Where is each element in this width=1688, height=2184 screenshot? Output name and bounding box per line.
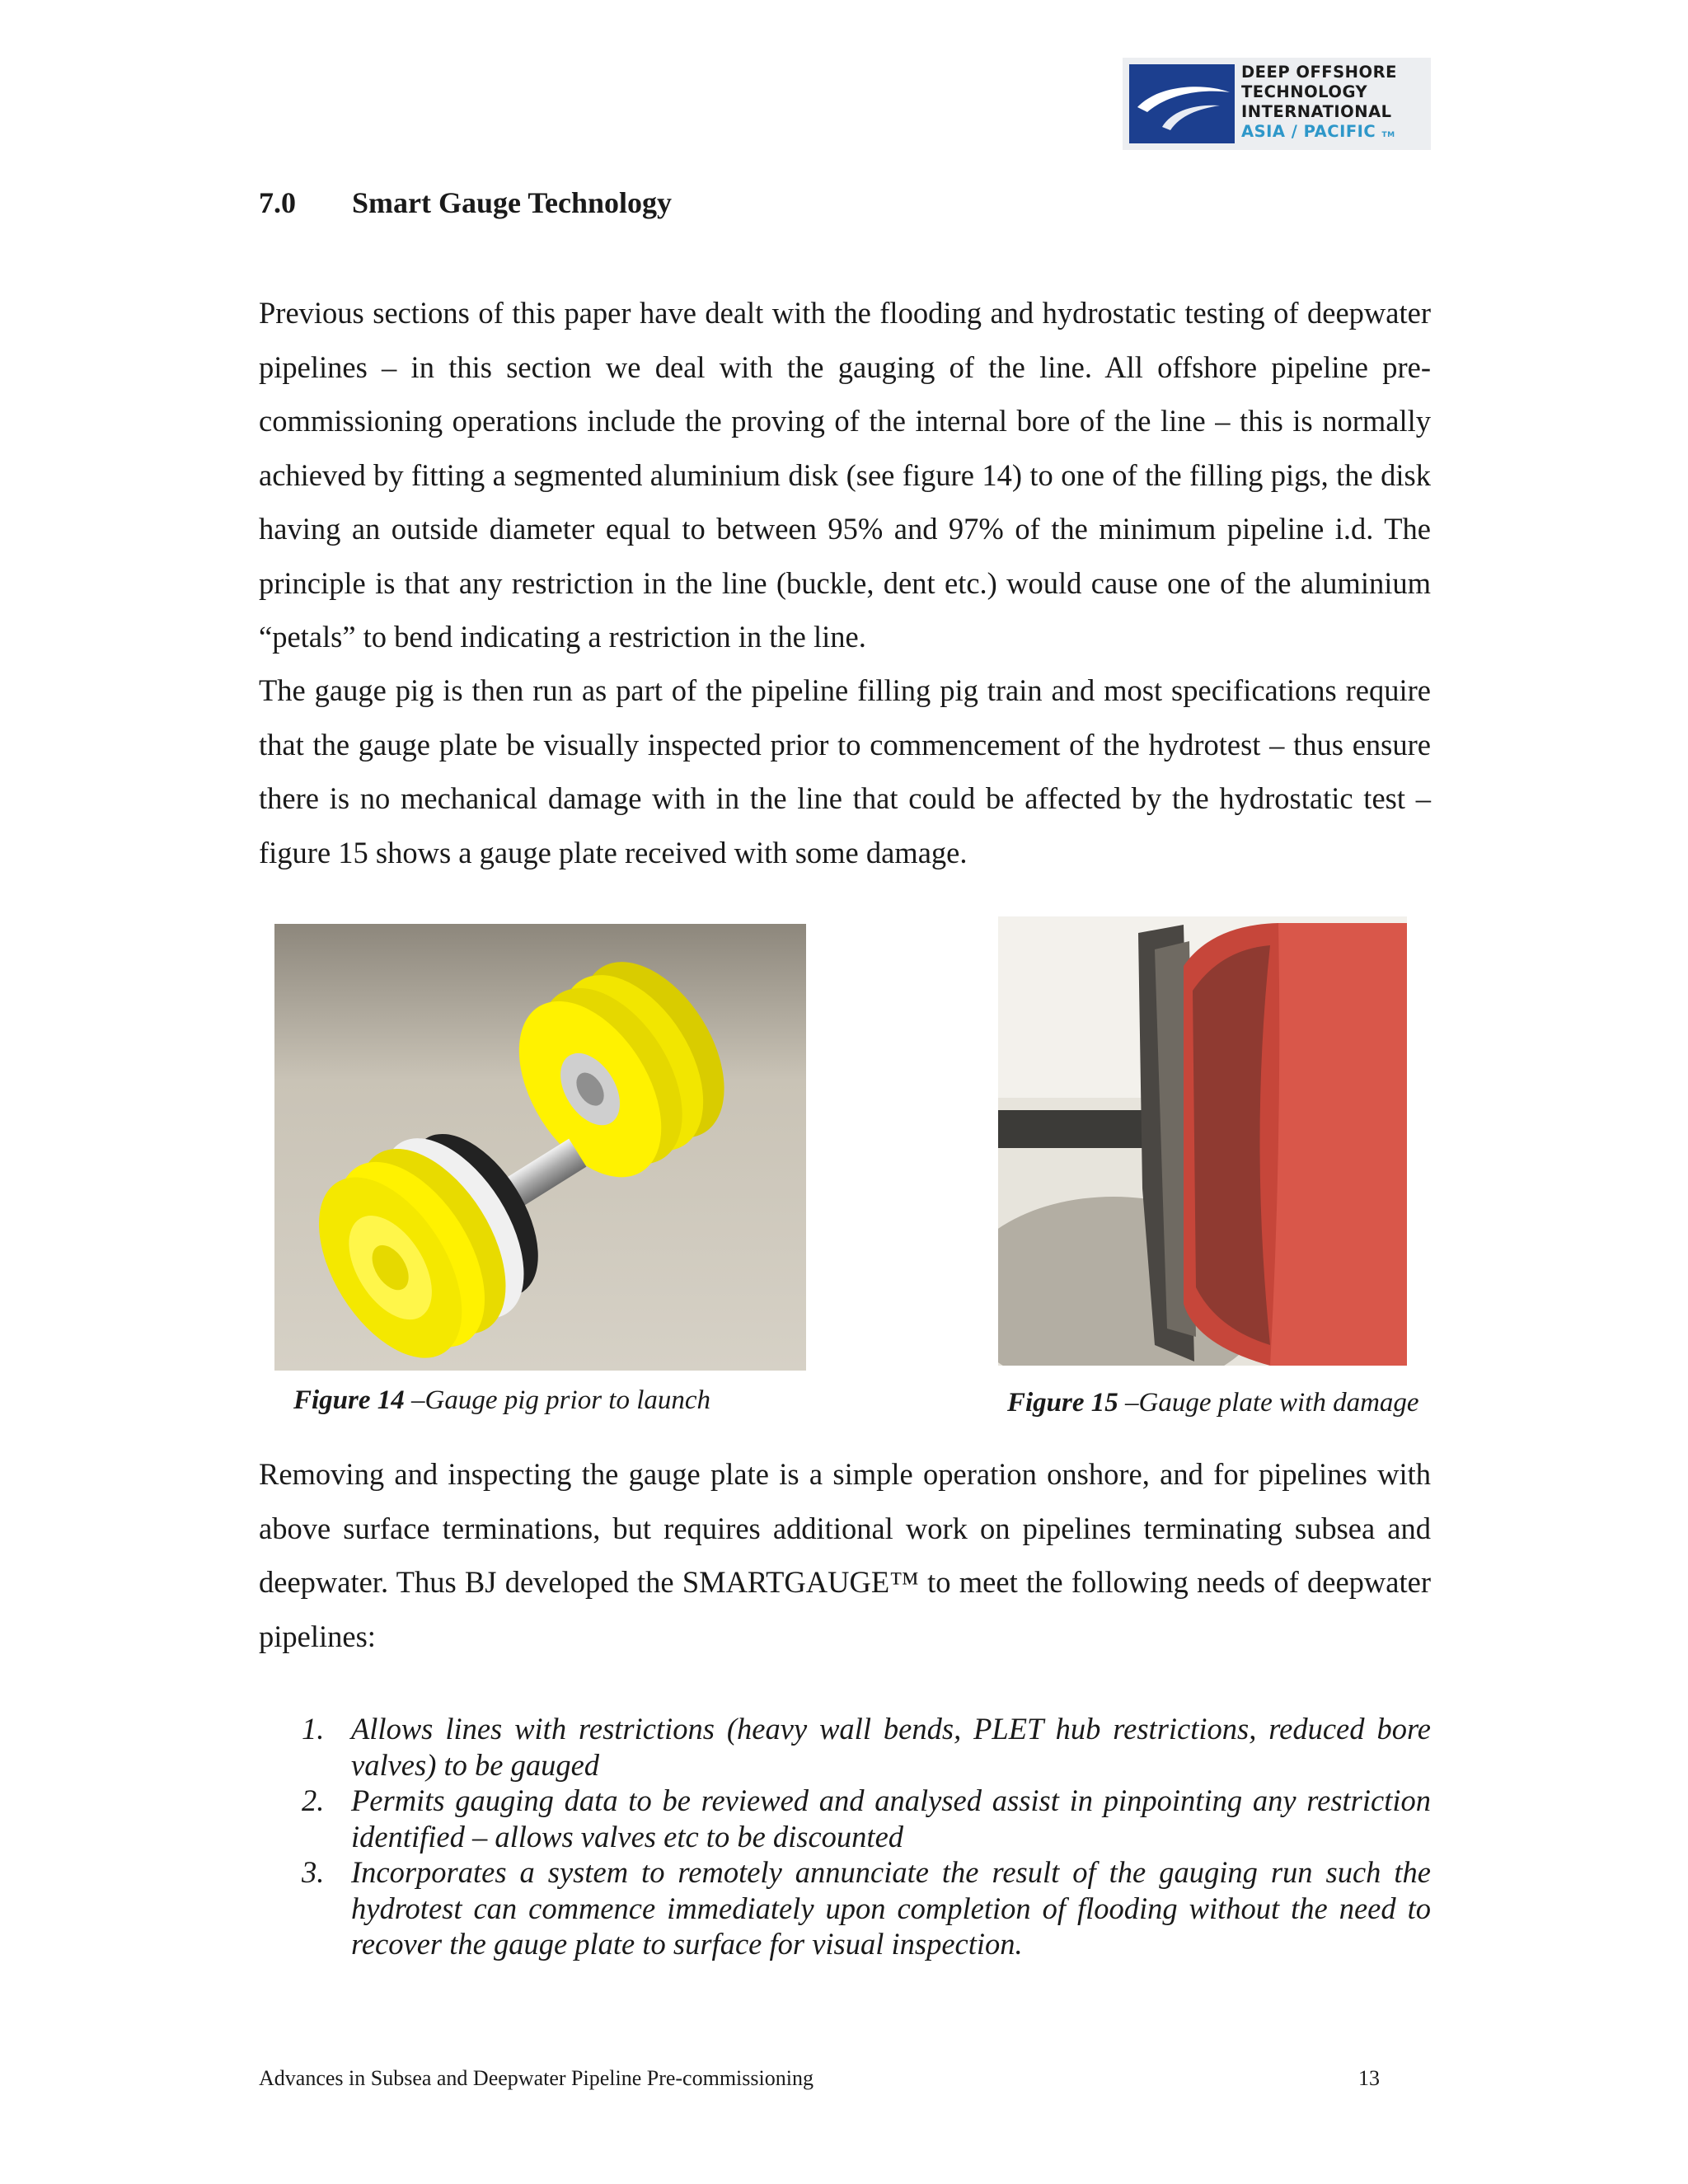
section-number: 7.0	[259, 186, 296, 219]
list-item-text: Incorporates a system to remotely annunciate the result of the gauging run such the hydrotest can commence immediately upon completion of flooding without the need to recover the gauge plate to surface for visual inspection.	[351, 1855, 1431, 1961]
figure-14-caption-text: –Gauge pig prior to launch	[404, 1385, 711, 1415]
logo-line-1: DEEP OFFSHORE	[1241, 63, 1397, 82]
list-item-number: 2.	[302, 1783, 325, 1817]
conference-logo	[1123, 58, 1431, 150]
logo-swoosh-icon	[1129, 64, 1235, 143]
list-item-text: Allows lines with restrictions (heavy wall bends, PLET hub restrictions, reduced bore valves) to be gauged	[351, 1712, 1431, 1782]
logo-trademark: TM	[1381, 131, 1395, 139]
needs-list	[302, 1711, 1431, 1962]
page-footer	[259, 2066, 1380, 2091]
section-title: Smart Gauge Technology	[352, 186, 673, 219]
figure-14-gauge-pig-photo	[274, 924, 806, 1371]
logo-line-3: INTERNATIONAL	[1241, 102, 1392, 121]
figure-15-caption-text: –Gauge plate with damage	[1118, 1388, 1419, 1418]
list-item-number: 1.	[302, 1712, 325, 1746]
logo-line-2: TECHNOLOGY	[1241, 82, 1368, 101]
figure-15-damaged-plate-photo	[998, 916, 1407, 1366]
footer-title: Advances in Subsea and Deepwater Pipeline Pre-commissioning	[259, 2066, 814, 2090]
figure-15-caption	[1007, 1388, 1419, 1418]
list-item	[302, 1783, 1431, 1854]
list-item-text: Permits gauging data to be reviewed and analysed assist in pinpointing any restriction identified – allows valves etc to be discounted	[351, 1783, 1431, 1854]
list-item	[302, 1854, 1431, 1962]
figure-15-label: Figure 15	[1007, 1388, 1118, 1418]
list-item-number: 3.	[302, 1855, 325, 1889]
section-heading	[259, 185, 672, 220]
paragraph-intro: Previous sections of this paper have dealt with the flooding and hydrostatic testing of deepwater pipelines – in this section we deal with the gauging of the line. All offshore pipeline pre-commissioning operations include the proving of the internal bore of the line – this is normally achieved by fitting a segmented aluminium disk (see figure 14) to one of the filling pigs, the disk having an outside diameter equal to between 95% and 97% of the minimum pipeline i.d. The principle is that any restriction in the line (buckle, dent etc.) would cause one of the aluminium “petals” to bend indicating a restriction in the line.	[259, 296, 1431, 654]
logo-line-4	[1241, 122, 1397, 145]
list-item	[302, 1711, 1431, 1783]
page-number: 13	[1358, 2066, 1380, 2090]
paragraph-gauge-pig: The gauge pig is then run as part of the pipeline filling pig train and most specifications require that the gauge plate be visually inspected prior to commencement of the hydrotest – thus ensure there is no mechanical damage with in the line that could be affected by the hydrostatic test – figure 15 shows a gauge plate received with some damage.	[259, 673, 1431, 869]
paragraph-smartgauge: Removing and inspecting the gauge plate is a simple operation onshore, and for pipelines with above surface terminations, but requires additional work on pipelines terminating subsea and deepwater. Thus BJ developed the SMARTGAUGE™ to meet the following needs of deepwater pipelines:	[259, 1457, 1431, 1653]
figure-14-caption	[293, 1385, 710, 1416]
logo-wordmark	[1241, 63, 1397, 145]
figure-14-label: Figure 14	[293, 1385, 405, 1415]
logo-line-4-text: ASIA / PACIFIC	[1241, 122, 1376, 141]
